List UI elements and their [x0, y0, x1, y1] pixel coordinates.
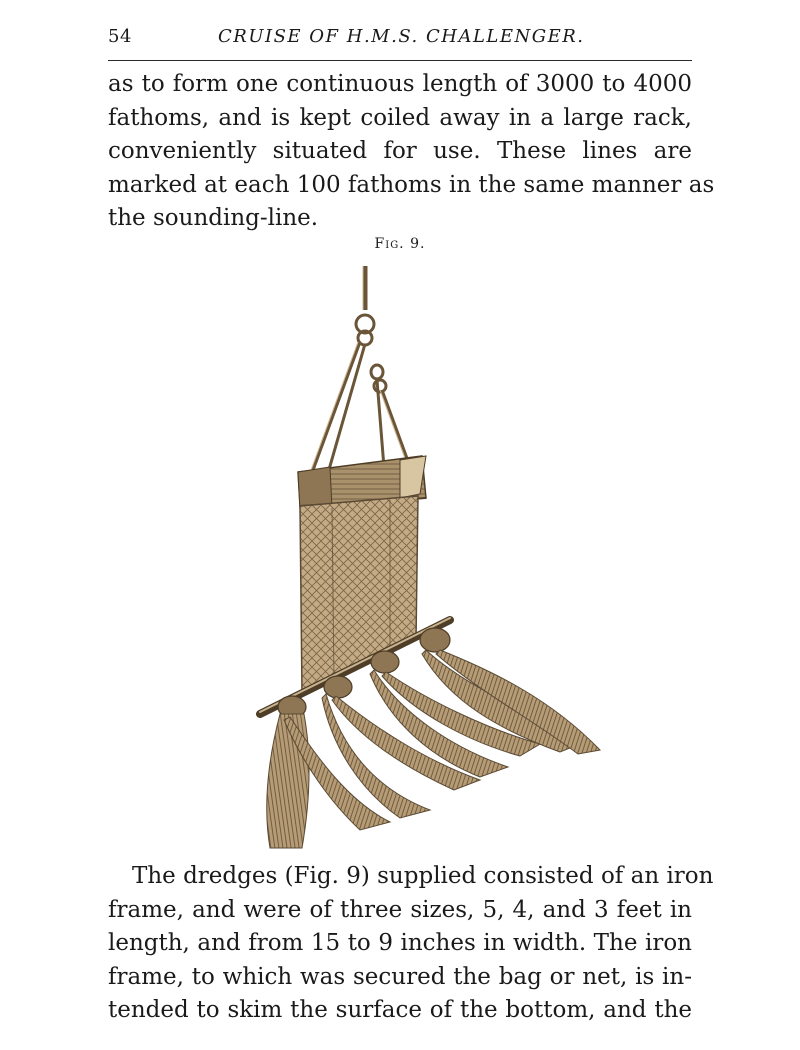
header-rule: [108, 60, 692, 61]
rope: [363, 266, 365, 310]
text-line: The dredges (Fig. 9) supplied consisted of an iron: [132, 863, 714, 889]
page-number: 54: [108, 26, 132, 47]
text-line: fathoms, and is kept coiled away in a large rack,: [108, 104, 692, 131]
dredge-illustration: [240, 262, 620, 852]
text-line: tended to skim the surface of the bottom, and the: [108, 997, 692, 1023]
running-head: [108, 24, 692, 52]
text-line: frame, and were of three sizes, 5, 4, and 3 feet in: [108, 896, 692, 923]
figure-caption-text: Fig. 9.: [374, 236, 426, 252]
text-line: as to form one continuous length of 3000 to 4000: [108, 71, 692, 97]
paragraph-top: [108, 68, 715, 236]
text-line: conveniently situated for use. These lines are: [108, 138, 692, 164]
paragraph-bottom: [108, 860, 714, 1028]
running-title: CRUISE OF H.M.S. CHALLENGER.: [218, 26, 585, 47]
text-line: the sounding-line.: [108, 205, 319, 231]
text-line: length, and from 15 to 9 inches in width. The iron: [108, 930, 692, 956]
text-line: frame, to which was secured the bag or net, is in-: [108, 963, 692, 990]
text-line: marked at each 100 fathoms in the same manner as: [108, 171, 715, 198]
shackle-rings: [356, 315, 386, 392]
dredge-engraving: [240, 262, 620, 852]
figure-caption: [0, 236, 800, 252]
